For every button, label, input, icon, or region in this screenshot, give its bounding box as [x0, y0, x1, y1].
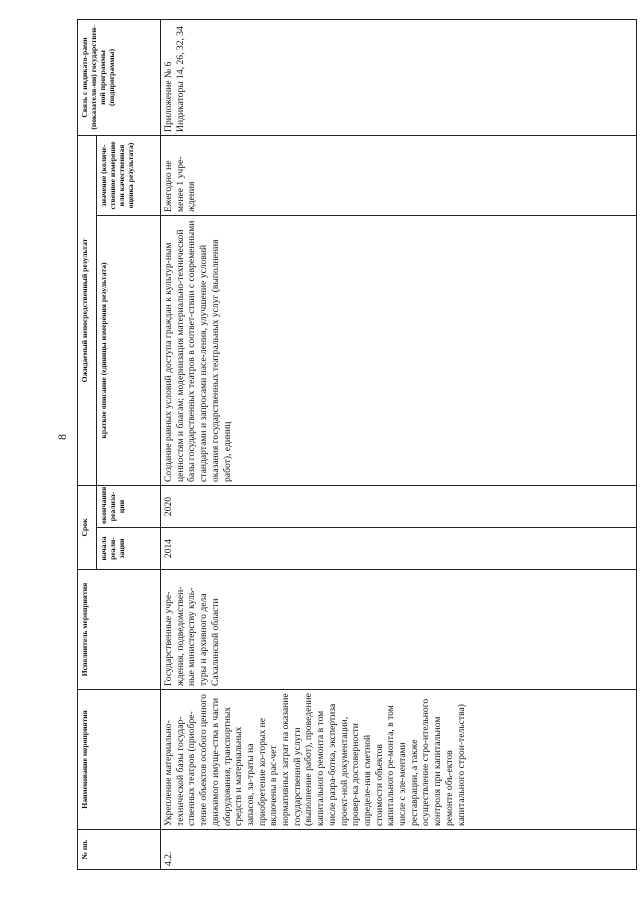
cell-link: Приложение № 6 Индикаторы 14, 26, 32, 34: [161, 19, 637, 135]
cell-name: Укрепление материально-технической базы государ-ственных театров (приобре-тение объектов особого ценного движимого имуще-ства в части оборудования, транспортных средств и материальных запасов, за-траты на приобретение ко-торых не включены в рас-чет нормативных затрат на оказание государственной услуги (выполнение работ), проведение капитального ремонта в том числе разра-ботка, экспертиза проект-ной документации, провер-ка достоверности определе-ния сметной стоимости объектов капитального ре-монта, в том числе с эле-ментами реставрации, а также осуществление стро-ительного контроля при капитальном ремонте объ-ектов капитального строи-тельства): [161, 690, 637, 830]
cell-result-value: Ежегодно не менее 1 учре-ждения: [161, 135, 637, 215]
header-row-top: [78, 19, 97, 869]
cell-executor: Государственные учре-ждения, подведомствен-ные министерству куль-туры и архивного дела Сахалинской области: [161, 570, 637, 690]
header-term-end: окончания реализа-ции: [97, 485, 161, 527]
header-name: Наименование мероприятия: [78, 690, 161, 830]
page-number: 8: [55, 434, 69, 440]
header-term: Срок: [78, 485, 97, 569]
header-result-desc: краткое описание (единицы измерения результата): [97, 215, 161, 485]
header-link: Связь с индикато-рами (показателя-ми) государствен-ной программы (подпрограммы): [78, 19, 161, 135]
cell-result-desc: Создание равных условий доступа граждан к культур-ным ценностям и благам; модернизация материально-технической базы государственных театров в соответ-ствии с современными стандартами и запросами насе-ления, улучшение условий оказания государственных театральных услуг (выполнения работ), единиц: [161, 215, 637, 485]
cell-start: 2014: [161, 528, 637, 570]
header-result-value: значение (количе-ственное измерение или качественная оценка результата): [97, 135, 161, 215]
table-row: [161, 19, 637, 869]
cell-end: 2020: [161, 485, 637, 527]
header-executor: Исполнитель мероприятия: [78, 570, 161, 690]
measures-table-wrapper: [77, 20, 637, 870]
cell-num: 4.2.: [161, 830, 637, 870]
measures-table: [77, 19, 637, 870]
header-term-start: начала реали-зации: [97, 528, 161, 570]
header-num: № пп.: [78, 830, 161, 870]
header-result: Ожидаемый непосредственный результат: [78, 135, 97, 485]
